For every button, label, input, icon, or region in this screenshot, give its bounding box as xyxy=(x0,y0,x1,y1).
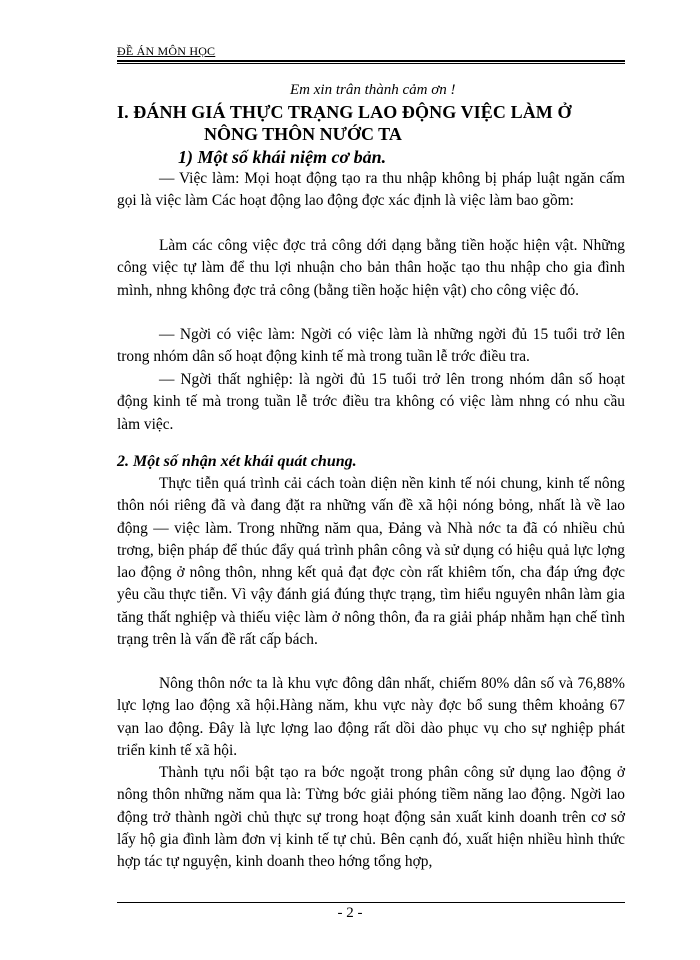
definition-employment: — Việc làm: Mọi hoạt động tạo ra thu nhập không bị pháp luật ngăn cấm gọi là việc làm Các hoạt động lao động đợc xác định là việc làm bao gồm: xyxy=(117,170,625,210)
section2-title: 2. Một số nhận xét khái quát chung. xyxy=(117,453,357,470)
subsection1-title: 1) Một số khái niệm cơ bản. xyxy=(178,147,387,167)
section2-paragraph-2: Nông thôn nớc ta là khu vực đông dân nhất, chiếm 80% dân số và 76,88% lực lợng lao động xã hội.Hàng năm, khu vực này đợc bổ sung thêm khoảng 67 vạn lao động. Đây là lực lợng lao động rất dồi dào phục vụ cho sự nghiệp phát triển kinh tế xã hội. xyxy=(117,675,625,759)
section2-paragraph-1: Thực tiễn quá trình cải cách toàn diện nền kinh tế nói chung, kinh tế nông thôn nói riêng đã và đang đặt ra những vấn đề xã hội nóng bỏng, nhất là về lao động — việc làm. Trong những năm qua, Đảng và Nhà nớc ta đã có nhiều chủ trơng, biện pháp để thúc đẩy quá trình phân công và sử dụng có hiệu quả lực lợng lao động ở nông thôn, nhng kết quả đạt đợc còn rất khiêm tốn, cha đáp ứng đợc yêu cầu thực tiễn. Vì vậy đánh giá đúng thực trạng, tìm hiểu nguyên nhân làm gia tăng thất nghiệp và thiếu việc làm ở nông thôn, đa ra giải pháp nhằm hạn chế tình trạng trên là vấn đề rất cấp bách. xyxy=(117,475,625,649)
header-rule xyxy=(117,60,625,62)
definition-employed-person: — Ngời có việc làm: Ngời có việc làm là những ngời đủ 15 tuổi trở lên trong nhóm dân số hoạt động kinh tế mà trong tuần lễ trớc điều tra. xyxy=(117,326,625,366)
thanks-line: Em xin trân thành cảm ơn ! xyxy=(290,82,456,98)
section1-title-line1: I. ĐÁNH GIÁ THỰC TRẠNG LAO ĐỘNG VIỆC LÀM Ở xyxy=(117,102,572,122)
footer-rule xyxy=(117,902,625,903)
definition-employment-detail: Làm các công việc đợc trả công dới dạng bằng tiền hoặc hiện vật. Những công việc tự làm để thu lợi nhuận cho bản thân hoặc tạo thu nhập cho gia đình mình, nhng không đợc trả công (bằng tiền hoặc hiện vật) cho công việc đó. xyxy=(117,237,625,299)
document-header: ĐỀ ÁN MÔN HỌC xyxy=(117,44,216,58)
definition-unemployed-person: — Ngời thất nghiệp: là ngời đủ 15 tuổi trở lên trong nhóm dân số hoạt động kinh tế mà trong tuần lễ trớc điều tra không có việc làm nhng có nhu cầu làm việc. xyxy=(117,371,625,433)
page-number: - 2 - xyxy=(337,905,363,921)
section1-title-line2: NÔNG THÔN NƯỚC TA xyxy=(204,124,402,144)
section2-paragraph-3: Thành tựu nổi bật tạo ra bớc ngoặt trong phân công sử dụng lao động ở nông thôn những năm qua là: Từng bớc giải phóng tiềm năng lao động. Ngời lao động trở thành ngời chủ thực sự trong hoạt động sản xuất kinh doanh trên cơ sở lấy hộ gia đình làm đơn vị kinh tế tự chủ. Bên cạnh đó, xuất hiện nhiều hình thức hợp tác tự nguyện, kinh doanh theo hớng tổng hợp, xyxy=(117,764,625,871)
header-rule-thin xyxy=(117,63,625,64)
